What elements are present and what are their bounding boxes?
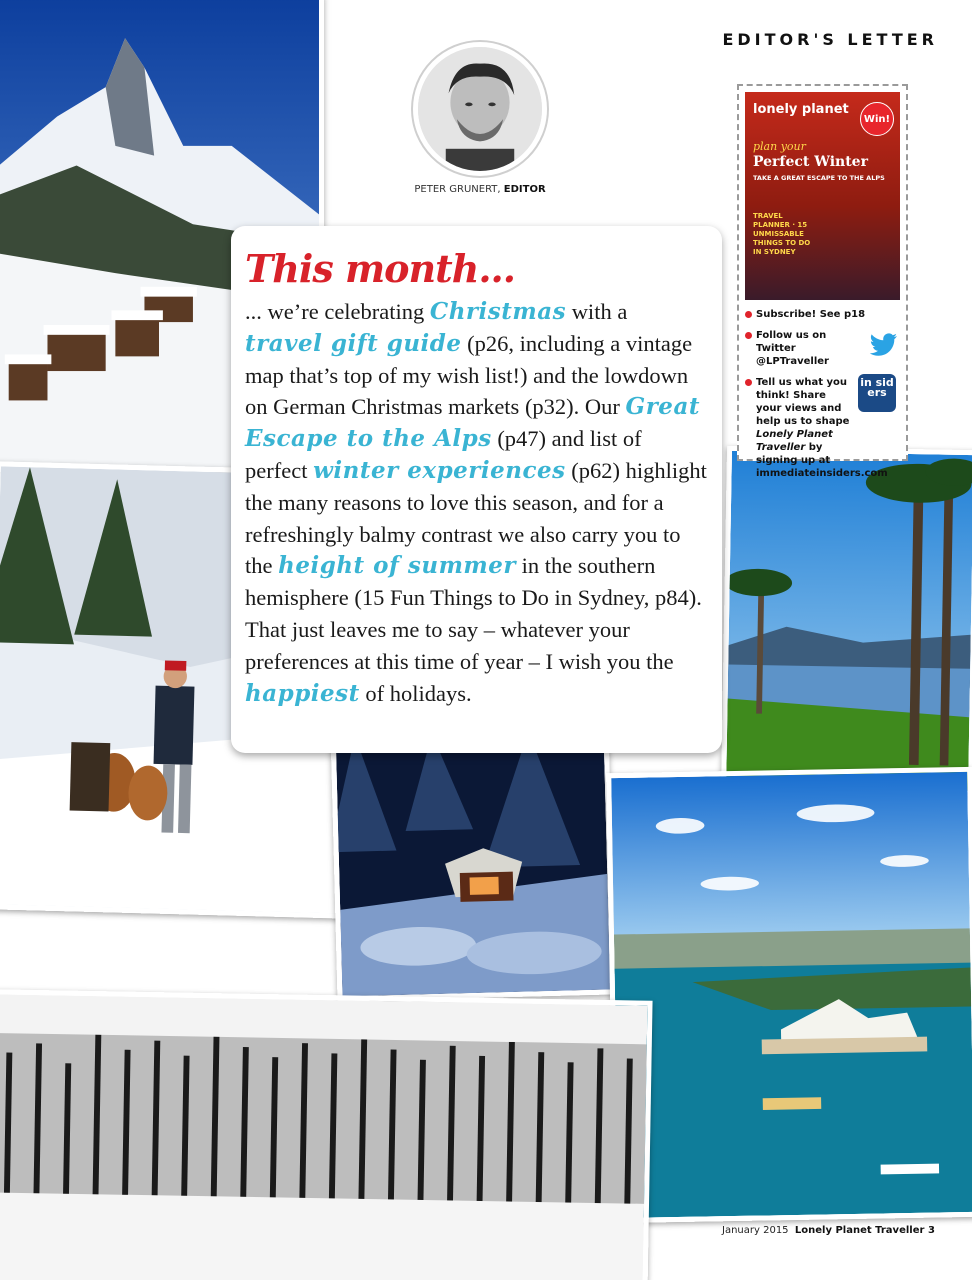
- photo-snowy-cabin: [331, 724, 616, 1001]
- insiders-logo[interactable]: in sid ers: [858, 374, 896, 412]
- editor-credit: [400, 184, 560, 195]
- highlight-great-escape: Great Escape to the Alps: [245, 393, 700, 453]
- page-footer: [722, 1225, 924, 1236]
- letter-text: (p26, including a vintage map that’s top of my wish list!) and the lowdown on German Christmas markets (p32). Our: [245, 330, 693, 420]
- insiders-text-em: Lonely Planet Traveller: [756, 429, 833, 453]
- photo-winter-trees: [0, 989, 653, 1280]
- cover-title: Perfect Winter: [753, 154, 868, 170]
- page-number: 3: [928, 1225, 935, 1236]
- subscribe-item[interactable]: [745, 308, 900, 321]
- highlight-happiest: happiest: [245, 679, 360, 707]
- letter-text: (p62) highlight the many reasons to love this season, and for a refreshingly balmy contrast we also carry you to the: [245, 457, 707, 579]
- highlight-travel-gift-guide: travel gift guide: [245, 329, 462, 357]
- subscribe-text: Subscribe! See p18: [756, 309, 866, 320]
- highlight-christmas: Christmas: [429, 298, 567, 325]
- editor-portrait: [413, 42, 547, 176]
- letter-text: with a: [566, 299, 628, 324]
- red-bullet-icon: [745, 311, 752, 318]
- cover-cover-lines: TRAVEL PLANNER · 15 UNMISSABLE THINGS TO DO IN SYDNEY: [753, 212, 811, 256]
- letter-text: in the southern hemisphere (15 Fun Things to Do in Sydney, p84). That just leaves me to say – whatever your preferences at this time of year – I wish you the: [245, 553, 702, 674]
- red-bullet-icon: [745, 379, 752, 386]
- highlight-winter-experiences: winter experiences: [313, 456, 566, 484]
- letter-text: ... we’re celebrating: [245, 299, 430, 324]
- red-bullet-icon: [745, 332, 752, 339]
- footer-publication: Lonely Planet Traveller: [794, 1225, 925, 1236]
- cover-subtitle: TAKE A GREAT ESCAPE TO THE ALPS: [753, 174, 885, 182]
- section-label: EDITOR'S LETTER: [722, 30, 938, 49]
- photo-sydney-harbour: [606, 767, 972, 1223]
- twitter-icon[interactable]: [868, 333, 898, 357]
- editor-role: EDITOR: [503, 184, 546, 195]
- cover-logo: lonely planet: [753, 102, 849, 117]
- bubble-tail: [464, 208, 496, 228]
- letter-heading: This month...: [245, 246, 516, 291]
- editor-letter-bubble: [231, 226, 722, 753]
- subscribe-sidebar: [737, 84, 908, 479]
- letter-body: [245, 296, 708, 709]
- photo-sydney-palms: [721, 446, 972, 796]
- twitter-text: Follow us on Twitter @LPTraveller: [756, 330, 829, 367]
- cover-plan-your: plan your: [753, 140, 806, 153]
- footer-issue: January 2015: [722, 1225, 789, 1236]
- letter-text: (p47) and list of perfect: [245, 426, 642, 483]
- editor-name: PETER GRUNERT,: [414, 184, 504, 195]
- insiders-text-a: Tell us what you think! Share your views and help us to shape: [756, 377, 850, 427]
- cover-win-badge: Win!: [860, 102, 894, 136]
- magazine-cover[interactable]: [745, 92, 900, 300]
- letter-text: of holidays.: [359, 680, 472, 706]
- insiders-text-b: by signing up at immediateinsiders.com: [756, 442, 888, 479]
- highlight-height-of-summer: height of summer: [278, 552, 516, 580]
